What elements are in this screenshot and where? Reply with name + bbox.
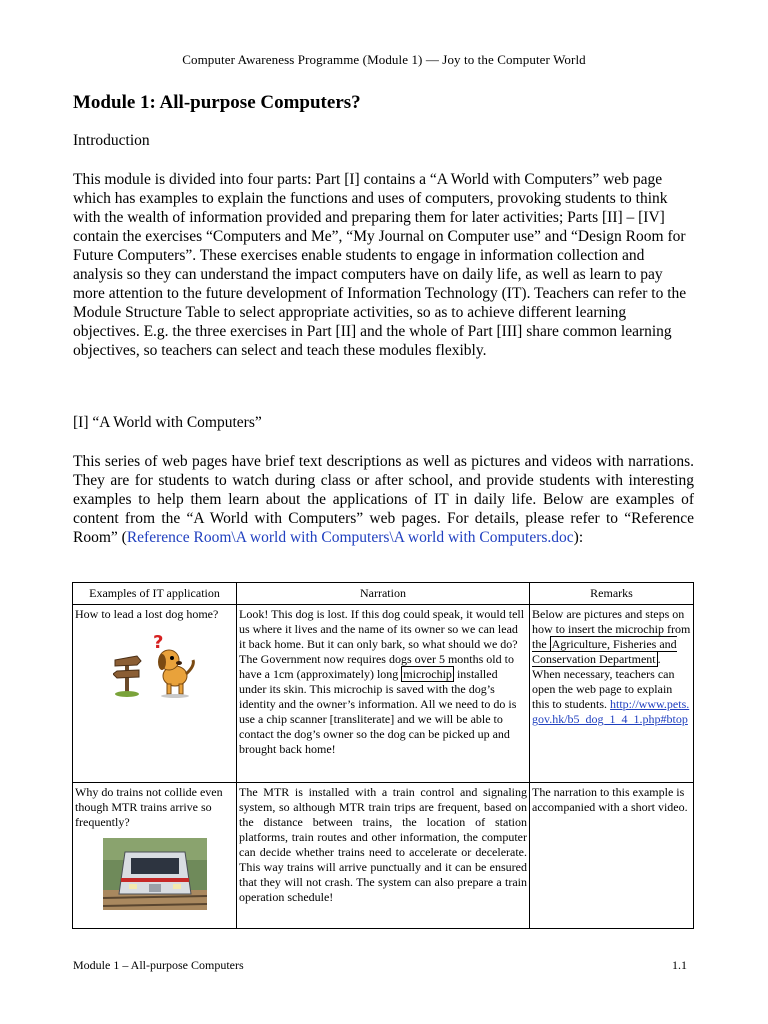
column-header-narration: Narration xyxy=(237,583,530,605)
narration-cell xyxy=(237,605,530,783)
table-header-row xyxy=(73,583,694,605)
narration-cell: The MTR is installed with a train control and signaling system, so although MTR train trips are frequent, based on the distance between trains, the location of station platforms, train routes and other information, the computer can decide whether trains need to accelerate or decelerate. This way trains will arrive punctually and it can be ensured that they will not crash. The system can also prepare a train operation schedule! xyxy=(237,783,530,929)
part-1-text-end: ): xyxy=(573,529,584,546)
microchip-highlight: microchip xyxy=(403,667,452,681)
remarks-cell xyxy=(530,605,694,783)
mtr-train-photo-image xyxy=(103,838,207,910)
afcd-highlight: Agriculture, Fisheries and Conservation Department xyxy=(532,637,677,666)
example-cell xyxy=(73,605,237,783)
part-1-heading: [I] “A World with Computers” xyxy=(73,414,262,431)
introduction-heading: Introduction xyxy=(73,132,150,149)
table-row xyxy=(73,783,694,929)
part-1-paragraph xyxy=(73,452,694,547)
part-1-text: This series of web pages have brief text descriptions as well as pictures and videos with narrations. They are for students to watch during class or after school, and provide students with interesting examples to help them learn about the applications of IT in daily life. Below are examples of content from the “A World with Computers” web pages. For details, please refer to “Reference Room” ( xyxy=(73,453,694,546)
remarks-text-cont: . When necessary, teachers can open the web page to explain this to students. xyxy=(532,652,675,711)
example-cell xyxy=(73,783,237,929)
column-header-remarks: Remarks xyxy=(530,583,694,605)
introduction-paragraph: This module is divided into four parts: Part [I] contains a “A World with Computers” web page which has examples to explain the functions and uses of computers, provoking students to think with the wealth of information provided and preparing them for later activities; Parts [II] – [IV] contain the exercises “Computers and Me”, “My Journal on Computer use” and “Design Room for Future Computers”. These exercises enable students to engage in information collection and analysis so they can understand the impact computers have on daily life, as well as learn to pay more attention to the future development of Information Technology (IT). Teachers can refer to the Module Structure Table to select appropriate activities, so as to achieve different learning objectives. E.g. the three exercises in Part [II] and the whole of Part [III] share common learning objectives, so teachers can select and teach these modules flexibly. xyxy=(73,171,687,359)
remarks-text: Below are pictures and steps on how to insert the microchip from the xyxy=(532,607,691,651)
example-question: How to lead a lost dog home? xyxy=(75,607,219,621)
it-examples-table xyxy=(72,582,694,929)
narration-text-cont: installed under its skin. This microchip is saved with the dog’s identity and the owner’s information. All we need to do is use a chip scanner [transliterate] and we will be able to contact the dog’s owner so the dog can be picked up and brought back home! xyxy=(239,667,517,756)
svg-text:?: ? xyxy=(152,632,163,653)
column-header-examples: Examples of IT application xyxy=(73,583,237,605)
footer-module-name: Module 1 – All-purpose Computers xyxy=(73,958,244,972)
example-question: Why do trains not collide even though MTR trains arrive so frequently? xyxy=(75,785,223,829)
pets-gov-link[interactable]: http://www.pets.gov.hk/b5_dog_1_4_1.php#btop xyxy=(532,697,690,726)
running-header: Computer Awareness Programme (Module 1) — Joy to the Computer World xyxy=(182,52,586,67)
table-row xyxy=(73,605,694,783)
remarks-cell: The narration to this example is accompanied with a short video. xyxy=(530,783,694,929)
footer-page-number: 1.1 xyxy=(672,958,687,972)
reference-room-link[interactable]: Reference Room\A world with Computers\A world with Computers.doc xyxy=(126,529,574,546)
narration-text: Look! This dog is lost. If this dog could speak, it would tell us where it lives and the name of its owner so we can lead it back home. But it can only bark, so what should we do? The Government now requires dogs over 5 months old to have a 1cm (approximately) long xyxy=(239,607,525,681)
module-title: Module 1: All-purpose Computers? xyxy=(73,92,361,113)
lost-dog-cartoon-image xyxy=(113,630,197,698)
